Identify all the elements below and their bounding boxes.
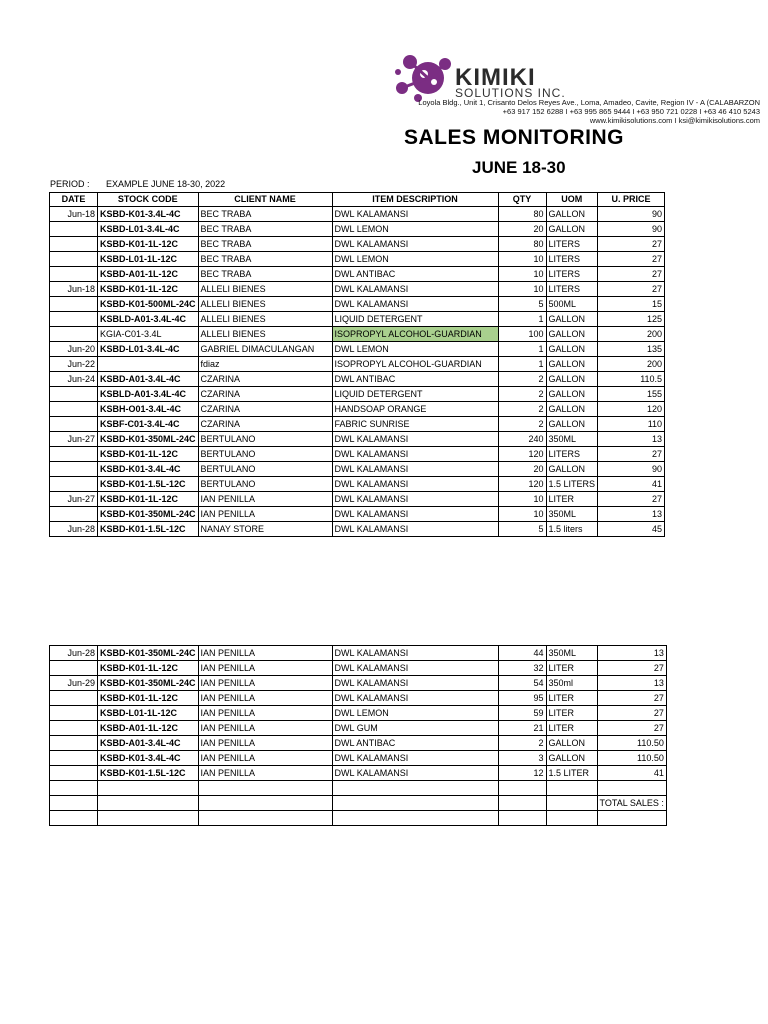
client-name-cell: IAN PENILLA xyxy=(198,751,332,766)
table-row xyxy=(50,222,665,237)
qty-cell: 120 xyxy=(498,447,546,462)
column-header-client-name: CLIENT NAME xyxy=(198,193,332,207)
date-cell xyxy=(50,721,98,736)
date-cell xyxy=(50,417,98,432)
item-description-cell: DWL LEMON xyxy=(332,706,498,721)
table-row xyxy=(50,507,665,522)
stock-code-cell: KSBD-K01-3.4L-4C xyxy=(98,462,199,477)
qty-cell: 120 xyxy=(498,477,546,492)
qty-cell: 5 xyxy=(498,522,546,537)
unit-price-cell: 27 xyxy=(597,691,666,706)
unit-price-cell: 13 xyxy=(597,676,666,691)
unit-price-cell: 125 xyxy=(598,312,665,327)
qty-cell xyxy=(498,781,546,796)
client-name-cell: BEC TRABA xyxy=(198,267,332,282)
unit-price-cell: 27 xyxy=(598,447,665,462)
stock-code-cell: KSBD-K01-350ML-24C xyxy=(98,507,199,522)
unit-price-cell: 27 xyxy=(598,492,665,507)
item-description-cell: DWL KALAMANSI xyxy=(332,676,498,691)
qty-cell: 59 xyxy=(498,706,546,721)
stock-code-cell: KSBD-K01-1L-12C xyxy=(98,492,199,507)
table-row xyxy=(50,357,665,372)
uom-cell: GALLON xyxy=(546,312,598,327)
date-cell xyxy=(50,736,98,751)
stock-code-cell: KSBD-K01-3.4L-4C xyxy=(98,751,199,766)
unit-price-cell: 41 xyxy=(598,477,665,492)
table-row xyxy=(50,781,667,796)
uom-cell: GALLON xyxy=(546,751,597,766)
column-header-date: DATE xyxy=(50,193,98,207)
table-row xyxy=(50,207,665,222)
column-header-item-description: ITEM DESCRIPTION xyxy=(332,193,498,207)
unit-price-cell: 27 xyxy=(597,661,666,676)
table-row xyxy=(50,372,665,387)
kimiki-logo-icon xyxy=(390,48,460,104)
table-row xyxy=(50,477,665,492)
stock-code-cell: KSBD-A01-1L-12C xyxy=(98,267,199,282)
qty-cell xyxy=(498,796,546,811)
client-name-cell: BERTULANO xyxy=(198,447,332,462)
stock-code-cell: KSBD-K01-350ML-24C xyxy=(98,432,199,447)
client-name-cell xyxy=(198,781,332,796)
stock-code-cell: KSBD-K01-1.5L-12C xyxy=(98,522,199,537)
period-line xyxy=(50,179,225,189)
qty-cell: 240 xyxy=(498,432,546,447)
item-description-cell: LIQUID DETERGENT xyxy=(332,387,498,402)
table-row xyxy=(50,237,665,252)
item-description-cell: DWL KALAMANSI xyxy=(332,297,498,312)
date-cell: Jun-28 xyxy=(50,522,98,537)
item-description-cell: DWL KALAMANSI xyxy=(332,432,498,447)
unit-price-cell: 110.50 xyxy=(597,736,666,751)
stock-code-cell: KSBH-O01-3.4L-4C xyxy=(98,402,199,417)
unit-price-cell: 41 xyxy=(597,766,666,781)
table-row xyxy=(50,646,667,661)
client-name-cell xyxy=(198,811,332,826)
date-cell: Jun-27 xyxy=(50,432,98,447)
uom-cell: GALLON xyxy=(546,342,598,357)
website-email: www.kimikisolutions.com I ksi@kimikisolutions.com xyxy=(589,116,760,125)
qty-cell: 54 xyxy=(498,676,546,691)
table-row xyxy=(50,796,667,811)
table-row xyxy=(50,462,665,477)
table-row xyxy=(50,691,667,706)
uom-cell: GALLON xyxy=(546,462,598,477)
date-cell xyxy=(50,751,98,766)
table-row xyxy=(50,327,665,342)
item-description-cell: DWL ANTIBAC xyxy=(332,267,498,282)
client-name-cell: IAN PENILLA xyxy=(198,736,332,751)
table-row xyxy=(50,492,665,507)
client-name-cell: CZARINA xyxy=(198,402,332,417)
client-name-cell: NANAY STORE xyxy=(198,522,332,537)
date-cell xyxy=(50,237,98,252)
date-cell xyxy=(50,312,98,327)
stock-code-cell: KSBD-K01-1L-12C xyxy=(98,661,199,676)
address-line: Loyola Bldg., Unit 1, Crisanto Delos Reyes Ave., Loma, Amadeo, Cavite, Region IV - A (CALABARZON xyxy=(418,98,760,107)
unit-price-cell: 27 xyxy=(598,252,665,267)
item-description-cell: DWL KALAMANSI xyxy=(332,447,498,462)
uom-cell: LITERS xyxy=(546,237,598,252)
stock-code-cell: KGIA-C01-3.4L xyxy=(98,327,199,342)
item-description-cell: DWL KALAMANSI xyxy=(332,522,498,537)
uom-cell: 1.5 liters xyxy=(546,522,598,537)
stock-code-cell: KSBD-L01-3.4L-4C xyxy=(98,222,199,237)
column-header-unit-price: U. PRICE xyxy=(598,193,665,207)
uom-cell: 500ML xyxy=(546,297,598,312)
stock-code-cell: KSBD-A01-3.4L-4C xyxy=(98,736,199,751)
qty-cell: 3 xyxy=(498,751,546,766)
item-description-cell: DWL ANTIBAC xyxy=(332,372,498,387)
company-address xyxy=(200,98,760,125)
date-cell: Jun-28 xyxy=(50,646,98,661)
date-cell: Jun-18 xyxy=(50,282,98,297)
qty-cell: 5 xyxy=(498,297,546,312)
uom-cell: LITER xyxy=(546,706,597,721)
client-name-cell: BERTULANO xyxy=(198,462,332,477)
stock-code-cell: KSBD-K01-1.5L-12C xyxy=(98,766,199,781)
client-name-cell: IAN PENILLA xyxy=(198,706,332,721)
item-description-cell: DWL LEMON xyxy=(332,222,498,237)
stock-code-cell: KSBD-K01-1L-12C xyxy=(98,447,199,462)
table-row xyxy=(50,706,667,721)
unit-price-cell: 90 xyxy=(598,462,665,477)
item-description-cell: DWL KALAMANSI xyxy=(332,477,498,492)
table-row xyxy=(50,252,665,267)
date-cell xyxy=(50,661,98,676)
date-cell xyxy=(50,297,98,312)
qty-cell: 10 xyxy=(498,507,546,522)
item-description-cell: DWL KALAMANSI xyxy=(332,646,498,661)
client-name-cell: IAN PENILLA xyxy=(198,676,332,691)
uom-cell: GALLON xyxy=(546,402,598,417)
uom-cell: LITER xyxy=(546,691,597,706)
qty-cell: 12 xyxy=(498,766,546,781)
date-cell xyxy=(50,447,98,462)
unit-price-cell: 13 xyxy=(598,507,665,522)
uom-cell: GALLON xyxy=(546,372,598,387)
brand-name: KIMIKI xyxy=(455,64,536,91)
qty-cell: 80 xyxy=(498,237,546,252)
item-description-cell: DWL LEMON xyxy=(332,342,498,357)
sales-table-main xyxy=(49,192,665,537)
date-cell xyxy=(50,252,98,267)
unit-price-cell: 135 xyxy=(598,342,665,357)
client-name-cell: IAN PENILLA xyxy=(198,507,332,522)
qty-cell: 2 xyxy=(498,417,546,432)
table-row xyxy=(50,811,667,826)
stock-code-cell xyxy=(98,811,199,826)
client-name-cell: ALLELI BIENES xyxy=(198,297,332,312)
page-title: SALES MONITORING xyxy=(404,126,624,149)
date-cell xyxy=(50,387,98,402)
unit-price-cell: 110.5 xyxy=(598,372,665,387)
date-cell xyxy=(50,766,98,781)
uom-cell: 350ml xyxy=(546,676,597,691)
item-description-cell xyxy=(332,796,498,811)
item-description-cell: DWL KALAMANSI xyxy=(332,507,498,522)
unit-price-cell: 200 xyxy=(598,327,665,342)
uom-cell: LITERS xyxy=(546,447,598,462)
unit-price-cell: 200 xyxy=(598,357,665,372)
sales-table-continued-body xyxy=(50,646,667,826)
client-name-cell: GABRIEL DIMACULANGAN xyxy=(198,342,332,357)
unit-price-cell: 27 xyxy=(597,706,666,721)
stock-code-cell: KSBD-K01-1L-12C xyxy=(98,237,199,252)
stock-code-cell: KSBD-A01-1L-12C xyxy=(98,721,199,736)
uom-cell: GALLON xyxy=(546,417,598,432)
table-row xyxy=(50,766,667,781)
unit-price-cell: 27 xyxy=(598,237,665,252)
qty-cell: 20 xyxy=(498,462,546,477)
uom-cell: 350ML xyxy=(546,432,598,447)
qty-cell: 2 xyxy=(498,736,546,751)
table-row xyxy=(50,721,667,736)
uom-cell: LITER xyxy=(546,661,597,676)
qty-cell: 32 xyxy=(498,661,546,676)
client-name-cell: ALLELI BIENES xyxy=(198,312,332,327)
qty-cell: 2 xyxy=(498,372,546,387)
unit-price-cell: 110 xyxy=(598,417,665,432)
item-description-cell: DWL KALAMANSI xyxy=(332,207,498,222)
item-description-cell: DWL KALAMANSI xyxy=(332,691,498,706)
page-subtitle: JUNE 18-30 xyxy=(472,158,566,177)
client-name-cell: IAN PENILLA xyxy=(198,492,332,507)
sales-table-main-body xyxy=(50,207,665,537)
unit-price-cell: 15 xyxy=(598,297,665,312)
client-name-cell: IAN PENILLA xyxy=(198,721,332,736)
table-row xyxy=(50,736,667,751)
item-description-cell: ISOPROPYL ALCOHOL-GUARDIAN xyxy=(332,357,498,372)
qty-cell: 21 xyxy=(498,721,546,736)
date-cell: Jun-24 xyxy=(50,372,98,387)
qty-cell: 2 xyxy=(498,387,546,402)
stock-code-cell xyxy=(98,781,199,796)
unit-price-cell: 27 xyxy=(597,721,666,736)
client-name-cell: BEC TRABA xyxy=(198,237,332,252)
item-description-cell: LIQUID DETERGENT xyxy=(332,312,498,327)
period-value: EXAMPLE JUNE 18-30, 2022 xyxy=(106,179,226,189)
unit-price-cell xyxy=(597,781,666,796)
item-description-cell: HANDSOAP ORANGE xyxy=(332,402,498,417)
date-cell xyxy=(50,507,98,522)
date-cell xyxy=(50,462,98,477)
date-cell xyxy=(50,327,98,342)
unit-price-cell: 155 xyxy=(598,387,665,402)
total-sales-label: TOTAL SALES : xyxy=(597,796,666,811)
stock-code-cell: KSBLD-A01-3.4L-4C xyxy=(98,312,199,327)
item-description-cell: DWL KALAMANSI xyxy=(332,766,498,781)
qty-cell: 100 xyxy=(498,327,546,342)
client-name-cell: BERTULANO xyxy=(198,477,332,492)
stock-code-cell xyxy=(98,357,199,372)
item-description-cell: DWL LEMON xyxy=(332,252,498,267)
column-header-uom: UOM xyxy=(546,193,598,207)
uom-cell: 350ML xyxy=(546,646,597,661)
date-cell xyxy=(50,706,98,721)
stock-code-cell: KSBD-K01-1L-12C xyxy=(98,691,199,706)
table-row xyxy=(50,282,665,297)
table-row xyxy=(50,342,665,357)
unit-price-cell: 45 xyxy=(598,522,665,537)
item-description-cell: DWL GUM xyxy=(332,721,498,736)
date-cell xyxy=(50,477,98,492)
unit-price-cell: 120 xyxy=(598,402,665,417)
date-cell xyxy=(50,691,98,706)
table-row xyxy=(50,661,667,676)
table-row xyxy=(50,267,665,282)
unit-price-cell: 27 xyxy=(598,267,665,282)
item-description-cell: FABRIC SUNRISE xyxy=(332,417,498,432)
date-cell: Jun-27 xyxy=(50,492,98,507)
item-description-cell: DWL KALAMANSI xyxy=(332,282,498,297)
table-row xyxy=(50,297,665,312)
table-row xyxy=(50,417,665,432)
column-header-stock-code: STOCK CODE xyxy=(98,193,199,207)
client-name-cell: CZARINA xyxy=(198,372,332,387)
uom-cell xyxy=(546,796,597,811)
uom-cell: GALLON xyxy=(546,387,598,402)
client-name-cell: IAN PENILLA xyxy=(198,691,332,706)
date-cell xyxy=(50,781,98,796)
unit-price-cell: 13 xyxy=(598,432,665,447)
client-name-cell: IAN PENILLA xyxy=(198,661,332,676)
date-cell: Jun-22 xyxy=(50,357,98,372)
client-name-cell: IAN PENILLA xyxy=(198,646,332,661)
date-cell: Jun-20 xyxy=(50,342,98,357)
qty-cell: 1 xyxy=(498,357,546,372)
client-name-cell: ALLELI BIENES xyxy=(198,327,332,342)
uom-cell: LITERS xyxy=(546,282,598,297)
stock-code-cell: KSBD-K01-1.5L-12C xyxy=(98,477,199,492)
uom-cell: 1.5 LITER xyxy=(546,766,597,781)
stock-code-cell: KSBD-K01-350ML-24C xyxy=(98,646,199,661)
item-description-cell: DWL KALAMANSI xyxy=(332,462,498,477)
table-row xyxy=(50,447,665,462)
item-description-cell xyxy=(332,811,498,826)
uom-cell xyxy=(546,811,597,826)
brand-subtitle: SOLUTIONS INC. xyxy=(455,86,566,100)
client-name-cell: BEC TRABA xyxy=(198,222,332,237)
unit-price-cell: 13 xyxy=(597,646,666,661)
document-header xyxy=(0,0,768,200)
table-row xyxy=(50,312,665,327)
unit-price-cell: 27 xyxy=(598,282,665,297)
client-name-cell: BEC TRABA xyxy=(198,252,332,267)
contact-numbers: +63 917 152 6288 I +63 995 865 9444 I +63 950 721 0228 I +63 46 410 5243 xyxy=(502,107,760,116)
uom-cell: GALLON xyxy=(546,327,598,342)
qty-cell: 80 xyxy=(498,207,546,222)
unit-price-cell: 90 xyxy=(598,222,665,237)
stock-code-cell: KSBLD-A01-3.4L-4C xyxy=(98,387,199,402)
client-name-cell: BERTULANO xyxy=(198,432,332,447)
stock-code-cell: KSBD-A01-3.4L-4C xyxy=(98,372,199,387)
item-description-cell: DWL KALAMANSI xyxy=(332,661,498,676)
qty-cell: 44 xyxy=(498,646,546,661)
client-name-cell: CZARINA xyxy=(198,387,332,402)
uom-cell: GALLON xyxy=(546,207,598,222)
date-cell: Jun-29 xyxy=(50,676,98,691)
qty-cell: 10 xyxy=(498,252,546,267)
uom-cell: LITERS xyxy=(546,252,598,267)
table-row xyxy=(50,387,665,402)
client-name-cell: BEC TRABA xyxy=(198,207,332,222)
sales-table-continued xyxy=(49,645,667,826)
date-cell xyxy=(50,811,98,826)
stock-code-cell: KSBD-K01-1L-12C xyxy=(98,282,199,297)
unit-price-cell: 90 xyxy=(598,207,665,222)
stock-code-cell: KSBD-L01-1L-12C xyxy=(98,706,199,721)
date-cell xyxy=(50,267,98,282)
table-header-row xyxy=(50,193,665,207)
qty-cell: 1 xyxy=(498,312,546,327)
stock-code-cell: KSBD-K01-500ML-24C xyxy=(98,297,199,312)
table-row xyxy=(50,676,667,691)
client-name-cell: fdiaz xyxy=(198,357,332,372)
uom-cell: GALLON xyxy=(546,736,597,751)
stock-code-cell: KSBD-K01-350ML-24C xyxy=(98,676,199,691)
qty-cell: 20 xyxy=(498,222,546,237)
date-cell xyxy=(50,796,98,811)
unit-price-cell xyxy=(597,811,666,826)
stock-code-cell: KSBF-C01-3.4L-4C xyxy=(98,417,199,432)
date-cell xyxy=(50,222,98,237)
qty-cell: 10 xyxy=(498,492,546,507)
stock-code-cell: KSBD-L01-3.4L-4C xyxy=(98,342,199,357)
date-cell: Jun-18 xyxy=(50,207,98,222)
uom-cell: LITER xyxy=(546,492,598,507)
qty-cell: 2 xyxy=(498,402,546,417)
item-description-cell: DWL KALAMANSI xyxy=(332,237,498,252)
client-name-cell xyxy=(198,796,332,811)
unit-price-cell: 110.50 xyxy=(597,751,666,766)
uom-cell: GALLON xyxy=(546,357,598,372)
client-name-cell: CZARINA xyxy=(198,417,332,432)
item-description-cell xyxy=(332,781,498,796)
uom-cell: LITER xyxy=(546,721,597,736)
uom-cell: LITERS xyxy=(546,267,598,282)
item-description-cell: DWL KALAMANSI xyxy=(332,492,498,507)
item-description-cell: DWL KALAMANSI xyxy=(332,751,498,766)
stock-code-cell: KSBD-K01-3.4L-4C xyxy=(98,207,199,222)
client-name-cell: ALLELI BIENES xyxy=(198,282,332,297)
stock-code-cell xyxy=(98,796,199,811)
uom-cell: GALLON xyxy=(546,222,598,237)
column-header-qty: QTY xyxy=(498,193,546,207)
client-name-cell: IAN PENILLA xyxy=(198,766,332,781)
qty-cell: 10 xyxy=(498,267,546,282)
item-description-cell: DWL ANTIBAC xyxy=(332,736,498,751)
table-row xyxy=(50,751,667,766)
table-row xyxy=(50,402,665,417)
period-label: PERIOD : xyxy=(50,179,90,189)
table-row xyxy=(50,522,665,537)
uom-cell: 350ML xyxy=(546,507,598,522)
item-description-cell: ISOPROPYL ALCOHOL-GUARDIAN xyxy=(332,327,498,342)
uom-cell: 1.5 LITERS xyxy=(546,477,598,492)
qty-cell: 10 xyxy=(498,282,546,297)
qty-cell: 95 xyxy=(498,691,546,706)
date-cell xyxy=(50,402,98,417)
table-row xyxy=(50,432,665,447)
qty-cell xyxy=(498,811,546,826)
uom-cell xyxy=(546,781,597,796)
stock-code-cell: KSBD-L01-1L-12C xyxy=(98,252,199,267)
qty-cell: 1 xyxy=(498,342,546,357)
